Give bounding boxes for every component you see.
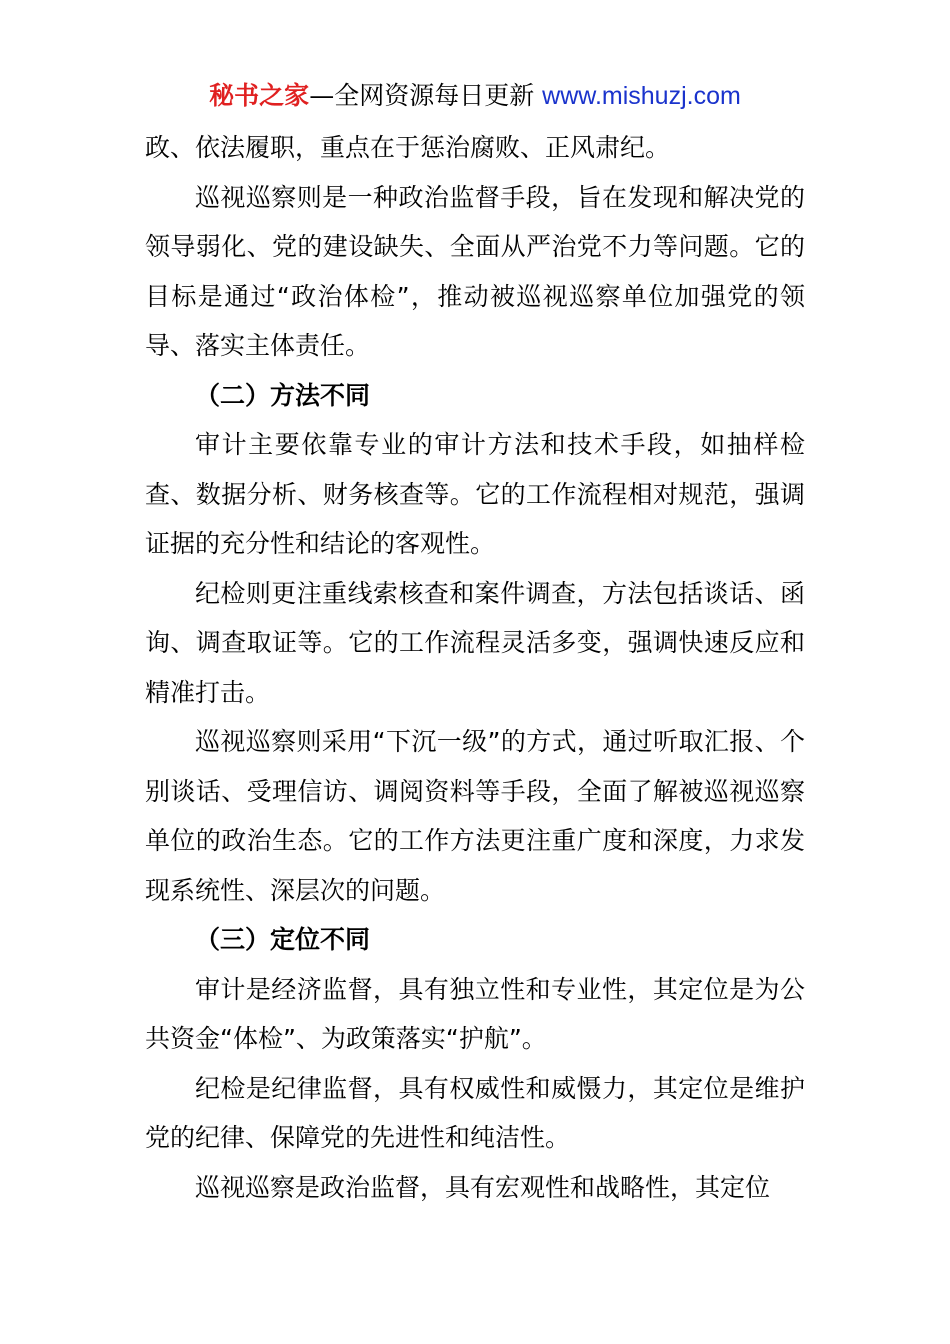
document-body: [145, 123, 805, 1212]
paragraph: 审计是经济监督，具有独立性和专业性，其定位是为公共资金“体检”、为政策落实“护航”。: [145, 974, 805, 1053]
paragraph: 审计主要依靠专业的审计方法和技术手段，如抽样检查、数据分析、财务核查等。它的工作流程相对规范，强调证据的充分性和结论的客观性。: [145, 430, 805, 558]
paragraph: 纪检则更注重线索核查和案件调查，方法包括谈话、函询、调查取证等。它的工作流程灵活多变，强调快速反应和精准打击。: [145, 578, 805, 707]
paragraph: 巡视巡察则是一种政治监督手段，旨在发现和解决党的领导弱化、党的建设缺失、全面从严治党不力等问题。它的目标是通过“政治体检”，推动被巡视巡察单位加强党的领导、落实主体责任。: [145, 182, 805, 360]
paragraph: 巡视巡察则采用“下沉一级”的方式，通过听取汇报、个别谈话、受理信访、调阅资料等手段，全面了解被巡视巡察单位的政治生态。它的工作方法更注重广度和深度，力求发现系统性、深层次的问题。: [145, 727, 805, 905]
section-heading: （二）方法不同: [195, 380, 371, 410]
paragraph-continuation: 政、依法履职，重点在于惩治腐败、正风肃纪。: [145, 133, 671, 162]
page-header: [0, 78, 950, 114]
header-brand: 秘书之家: [209, 81, 310, 110]
paragraph: 巡视巡察是政治监督，具有宏观性和战略性，其定位: [195, 1172, 771, 1202]
section-heading: （三）定位不同: [195, 925, 371, 954]
header-tagline: —全网资源每日更新: [309, 81, 535, 110]
paragraph: 纪检是纪律监督，具有权威性和威慑力，其定位是维护党的纪律、保障党的先进性和纯洁性。: [145, 1073, 805, 1152]
header-site-link[interactable]: www.mishuzj.com: [542, 82, 741, 110]
